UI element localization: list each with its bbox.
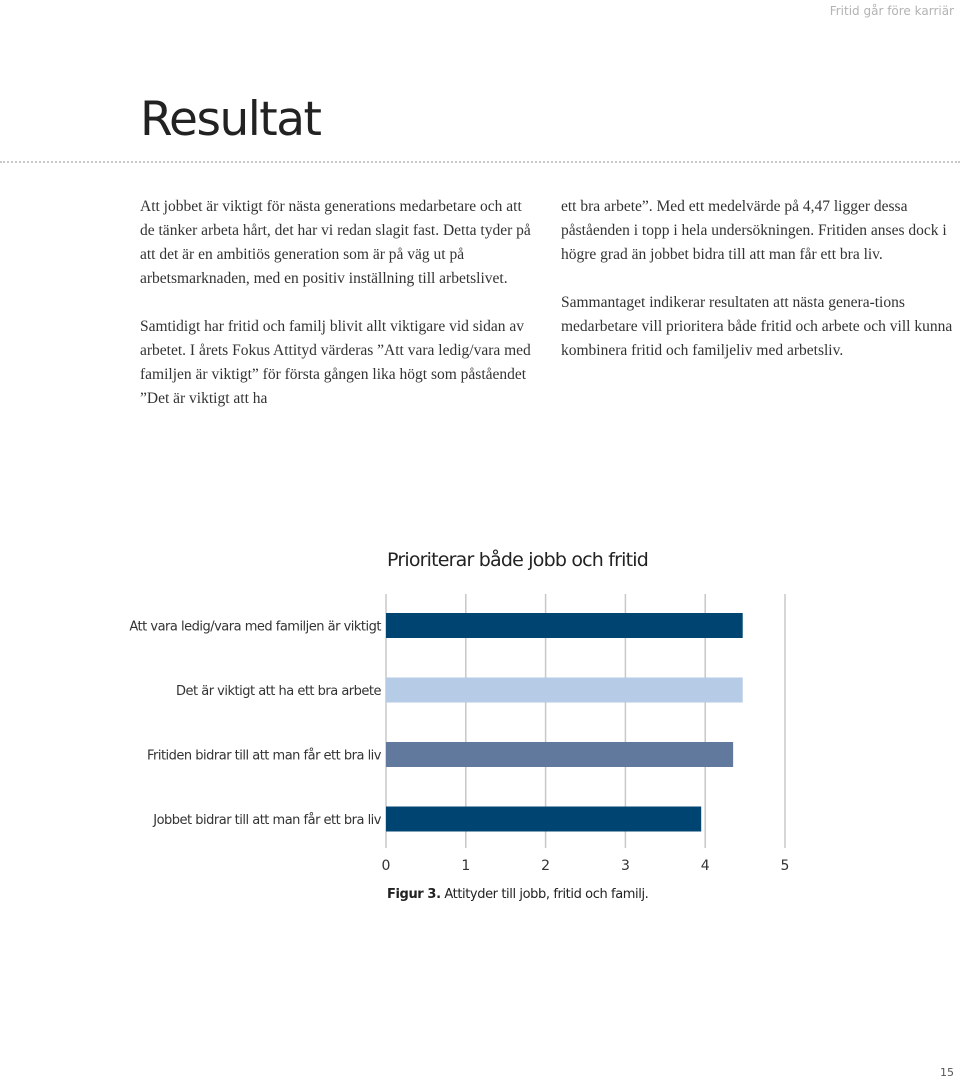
paragraph: Samtidigt har fritid och familj blivit allt viktigare vid sidan av arbetet. I årets Fokus Attityd värderas ”Att vara ledig/vara med familjen är viktigt” för första gången lika högt som påståendet ”Det är viktigt att ha bbox=[140, 318, 531, 407]
category-label: Att vara ledig/vara med familjen är viktigt bbox=[129, 619, 381, 635]
text-column-right bbox=[561, 195, 956, 387]
page-number: 15 bbox=[940, 1066, 954, 1079]
category-label: Det är viktigt att ha ett bra arbete bbox=[175, 684, 381, 699]
tick-label: 3 bbox=[620, 858, 630, 874]
chart-title: Prioriterar både jobb och fritid bbox=[387, 549, 649, 571]
running-header: Fritid går före karriär bbox=[829, 4, 954, 18]
paragraph: ett bra arbete”. Med ett medelvärde på 4,47 ligger dessa påståenden i topp i hela undersökningen. Fritiden anses dock i högre grad än jobbet bidra till att man får ett bra liv. bbox=[561, 198, 947, 263]
category-label: Fritiden bidrar till att man får ett bra liv bbox=[146, 748, 381, 764]
tick-label: 4 bbox=[700, 858, 710, 874]
paragraph: Sammantaget indikerar resultaten att nästa genera-tions medarbetare vill prioritera både fritid och arbete och vill kunna kombinera fritid och familjeliv med arbetsliv. bbox=[561, 294, 953, 359]
bar-chart bbox=[0, 580, 960, 885]
title-divider bbox=[0, 161, 960, 163]
tick-label: 1 bbox=[461, 858, 471, 874]
figure-caption bbox=[387, 887, 648, 902]
paragraph: Att jobbet är viktigt för nästa generations medarbetare och att de tänker arbeta hårt, det har vi redan slagit fast. Detta tyder på att det är en ambitiös generation som är på väg ut på arbetsmarknaden, med en positiv inställning till arbetslivet. bbox=[140, 198, 531, 287]
page-title: Resultat bbox=[140, 92, 321, 147]
caption-label: Figur 3. bbox=[387, 887, 441, 902]
tick-label: 5 bbox=[780, 858, 790, 874]
bar bbox=[386, 807, 701, 832]
text-column-left bbox=[140, 195, 535, 435]
tick-label: 0 bbox=[381, 858, 391, 874]
tick-label: 2 bbox=[541, 858, 551, 874]
caption-text: Attityder till jobb, fritid och familj. bbox=[440, 887, 649, 902]
category-label: Jobbet bidrar till att man får ett bra liv bbox=[153, 813, 381, 828]
bar bbox=[386, 613, 743, 638]
bar bbox=[386, 678, 743, 703]
bar bbox=[386, 742, 733, 767]
